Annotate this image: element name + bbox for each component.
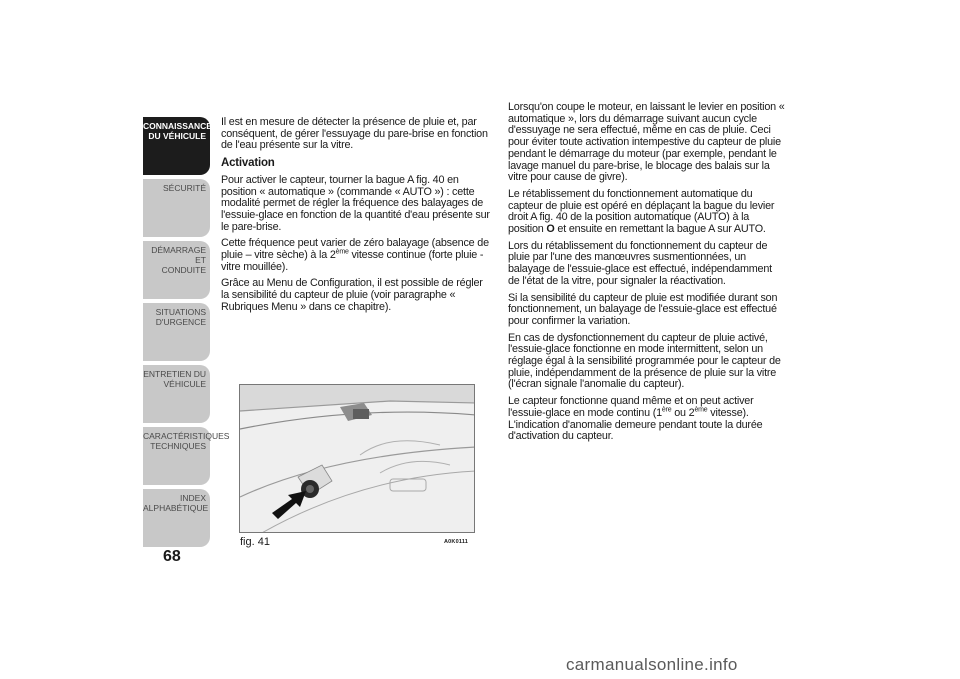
left-column: [221, 117, 493, 319]
activation-paragraph-3: Grâce au Menu de Configuration, il est possible de régler la sensibilité du capteur de pluie (voir paragraphe « Rubriques Menu » dans ce chapitre).: [221, 277, 483, 313]
right-paragraph-4: Si la sensibilité du capteur de pluie est modifiée durant son fonctionnement, un balayage de l'essuie-glace est effectué pour confirmer la variation.: [508, 291, 778, 327]
figure-code: A0K0111: [444, 539, 469, 545]
right-paragraph-5: En cas de dysfonctionnement du capteur de pluie activé, l'essuie-glace fonctionne en mode intermittent, selon un réglage égal à la sensibilité programmée pour le capteur de pluie, indépendamment de la présence de pluie sur la vitre (l'écran signale l'anomalie du capteur).: [508, 331, 781, 391]
right-paragraph-2: Le rétablissement du fonctionnement automatique du capteur de pluie est opéré en déplaçant la bague du levier droit A fig. 40 de la position automatique (AUTO) à la position O et ensuite en remettant la bague A sur AUTO.: [508, 187, 775, 236]
tab-securite[interactable]: SÉCURITÉ: [143, 179, 210, 237]
tab-caracteristiques-techniques[interactable]: CARACTÉRISTIQUES TECHNIQUES: [143, 427, 210, 485]
activation-paragraph-2: Cette fréquence peut varier de zéro balayage (absence de pluie – vitre sèche) à la 2ème vitesse continue (forte pluie - vitre mouillée).: [221, 237, 489, 273]
figure-rain-sensor: [239, 384, 475, 533]
figure-caption: fig. 41: [240, 536, 270, 548]
right-paragraph-6: Le capteur fonctionne quand même et on peut activer l'essuie-glace en mode continu (1ère ou 2ème vitesse). L'indication d'anomalie demeure pendant toute la durée d'activation du capteur.: [508, 395, 763, 443]
windshield-illustration: [240, 385, 475, 533]
tab-situations-d-urgence[interactable]: SITUATIONS D'URGENCE: [143, 303, 210, 361]
right-paragraph-1: Lorsqu'on coupe le moteur, en laissant le levier en position « automatique », lors du démarrage suivant aucun cycle d'essuyage ne sera effectué, même en cas de pluie. Ceci pour éviter toute activation intempestive du capteur de pluie pendant le démarrage du moteur (par exemple, pendant le lavage manuel du pare-brise, le blocage des balais sur la vitre pour cause de givre).: [508, 101, 785, 184]
watermark: carmanualsonline.info: [566, 655, 738, 674]
page-number: 68: [163, 548, 181, 565]
right-column: [508, 102, 786, 448]
tab-connaissance-du-vehicule[interactable]: CONNAISSANCE DU VÉHICULE: [143, 117, 210, 175]
intro-paragraph: Il est en mesure de détecter la présence de pluie et, par conséquent, de gérer l'essuyage du pare-brise en fonction de l'eau présente sur la vitre.: [221, 116, 488, 152]
tab-entretien-du-vehicule[interactable]: ENTRETIEN DU VÉHICULE: [143, 365, 210, 423]
activation-paragraph-1: Pour activer le capteur, tourner la bague A fig. 40 en position « automatique » (commande « AUTO ») : cette modalité permet de régler la fréquence des balayages de l'essuie-glace en fonction de la quantité d'eau présente sur le pare-brise.: [221, 173, 490, 233]
tab-index-alphabetique[interactable]: INDEX ALPHABÉTIQUE: [143, 489, 210, 547]
tab-demarrage-et-conduite[interactable]: DÉMARRAGE ET CONDUITE: [143, 241, 210, 299]
right-paragraph-3: Lors du rétablissement du fonctionnement du capteur de pluie par l'une des manœuvres susmentionnées, un balayage de l'essuie-glace est effectué, indépendamment de l'état de la vitre, pour signaler la réactivation.: [508, 239, 772, 287]
section-heading: Activation: [221, 157, 275, 170]
